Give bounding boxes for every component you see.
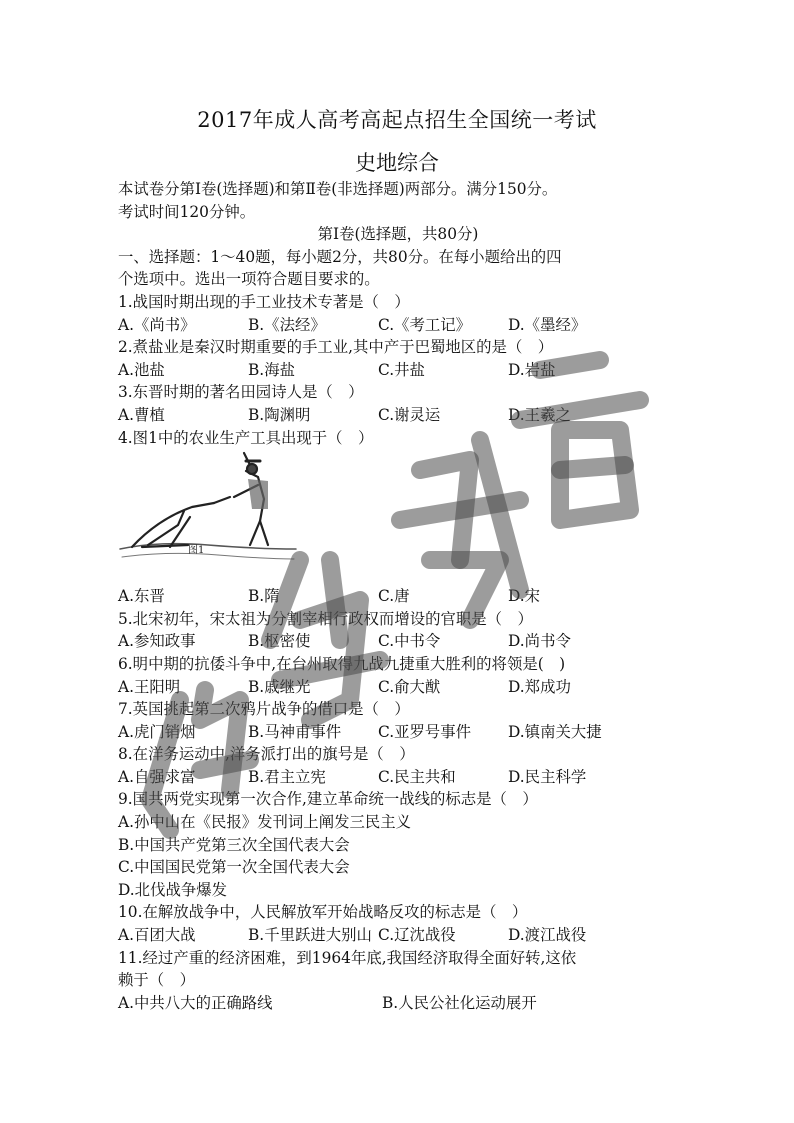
question-stem-4: 4.图1中的农业生产工具出现于（ ） bbox=[118, 428, 374, 447]
option: A.曹植 bbox=[118, 405, 165, 424]
question-options-1 bbox=[118, 314, 678, 337]
option: B.君主立宪 bbox=[248, 767, 326, 786]
question-options-2 bbox=[118, 359, 678, 382]
question-stem-9: 9.国共两党实现第一次合作,建立革命统一战线的标志是（ ） bbox=[118, 790, 538, 809]
option: D.渡江战役 bbox=[508, 926, 587, 945]
option: B.戚继光 bbox=[248, 677, 311, 696]
option: B.中国共产党第三次全国代表大会 bbox=[118, 835, 350, 854]
figure-label: 图1 bbox=[188, 545, 205, 557]
option: A.东晋 bbox=[118, 587, 165, 606]
option: B.《法经》 bbox=[248, 315, 326, 334]
question-options-5 bbox=[118, 630, 678, 653]
question-options-10 bbox=[118, 924, 678, 947]
option: B.隋 bbox=[248, 587, 280, 606]
option: B.陶渊明 bbox=[248, 405, 311, 424]
option: D.王羲之 bbox=[508, 405, 571, 424]
option: D.尚书令 bbox=[508, 632, 571, 651]
option: A.王阳明 bbox=[118, 677, 181, 696]
option: D.宋 bbox=[508, 587, 541, 606]
option: A.虎门销烟 bbox=[118, 722, 196, 741]
question-stem-11: 11.经过产重的经济困难，到1964年底,我国经济取得全面好转,这依 bbox=[118, 948, 577, 967]
option: D.镇南关大捷 bbox=[508, 722, 602, 741]
option: C.亚罗号事件 bbox=[378, 722, 472, 741]
option: A.池盐 bbox=[118, 360, 165, 379]
option: D.郑成功 bbox=[508, 677, 571, 696]
option: B.人民公社化运动展开 bbox=[382, 993, 537, 1012]
question-options-7 bbox=[118, 721, 678, 744]
option: C.井盐 bbox=[378, 360, 425, 379]
question-options-4 bbox=[118, 585, 678, 608]
option: A.自强求富 bbox=[118, 767, 196, 786]
option: A.百团大战 bbox=[118, 926, 196, 945]
page-subtitle: 史地综合 bbox=[355, 151, 439, 175]
instruction-line: 个选项中。选出一项符合题目要求的。 bbox=[118, 270, 380, 289]
option: C.民主共和 bbox=[378, 767, 456, 786]
option: C.辽沈战役 bbox=[378, 926, 456, 945]
exam-body bbox=[118, 178, 678, 1014]
question-options-8 bbox=[118, 766, 678, 789]
question-stem-1: 1.战国时期出现的手工业技术专著是（ ） bbox=[118, 292, 410, 311]
option: A.《尚书》 bbox=[118, 315, 196, 334]
option: B.海盐 bbox=[248, 360, 295, 379]
option: D.民主科学 bbox=[508, 767, 587, 786]
option: C.唐 bbox=[378, 587, 410, 606]
option: D.岩盐 bbox=[508, 360, 556, 379]
question-stem-7: 7.英国挑起第二次鸦片战争的借口是（ ） bbox=[118, 700, 410, 719]
intro-line: 考试时间120分钟。 bbox=[118, 202, 256, 221]
question-stem-2: 2.煮盐业是秦汉时期重要的手工业,其中产于巴蜀地区的是（ ） bbox=[118, 338, 554, 357]
question-options-3 bbox=[118, 404, 678, 427]
plough-illustration bbox=[118, 449, 298, 585]
option: B.枢密使 bbox=[248, 632, 311, 651]
option: C.谢灵运 bbox=[378, 405, 441, 424]
option: A.参知政事 bbox=[118, 632, 196, 651]
option: A.孙中山在《民报》发刊词上阐发三民主义 bbox=[118, 813, 412, 832]
option: C.《考工记》 bbox=[378, 315, 472, 334]
option: D.北伐战争爆发 bbox=[118, 880, 228, 899]
question-options-11 bbox=[118, 992, 678, 1015]
option: B.马神甫事件 bbox=[248, 722, 342, 741]
figure-1 bbox=[118, 449, 678, 585]
question-stem-8: 8.在洋务运动中,洋务派打出的旗号是（ ） bbox=[118, 745, 415, 764]
option: C.中国国民党第一次全国代表大会 bbox=[118, 858, 350, 877]
option: B.千里跃进大别山 bbox=[248, 926, 372, 945]
question-stem-11-cont: 赖于（ ） bbox=[118, 971, 195, 990]
question-stem-6: 6.明中期的抗倭斗争中,在台州取得九战九捷重大胜利的将领是( ) bbox=[118, 654, 566, 673]
section-title: 第Ⅰ卷(选择题，共80分) bbox=[317, 225, 479, 244]
option: A.中共八大的正确路线 bbox=[118, 993, 273, 1012]
option: D.《墨经》 bbox=[508, 315, 587, 334]
instruction-line: 一、选择题：1～40题，每小题2分，共80分。在每小题给出的四 bbox=[118, 247, 562, 266]
intro-line: 本试卷分第Ⅰ卷(选择题)和第Ⅱ卷(非选择题)两部分。满分150分。 bbox=[118, 180, 558, 198]
question-stem-3: 3.东晋时期的著名田园诗人是（ ） bbox=[118, 383, 364, 402]
question-stem-10: 10.在解放战争中，人民解放军开始战略反攻的标志是（ ） bbox=[118, 903, 528, 922]
question-options-6 bbox=[118, 676, 678, 699]
option: C.中书令 bbox=[378, 632, 441, 651]
option: C.俞大猷 bbox=[378, 677, 441, 696]
page-title: 2017年成人高考高起点招生全国统一考试 bbox=[197, 108, 597, 132]
question-stem-5: 5.北宋初年，宋太祖为分割宰相行政权而增设的官职是（ ） bbox=[118, 609, 533, 628]
